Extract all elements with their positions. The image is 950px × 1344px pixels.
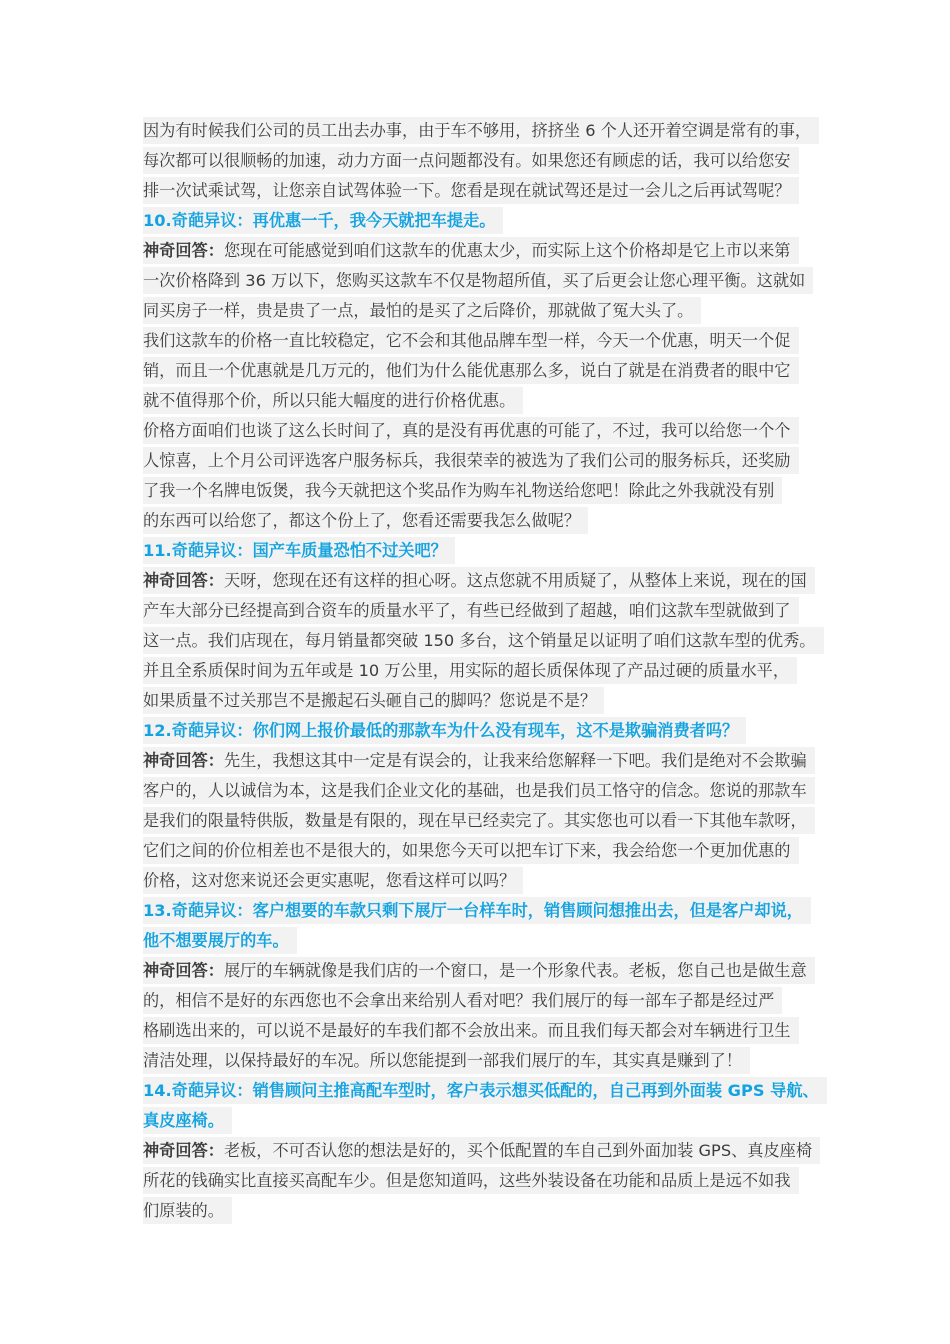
text-line <box>143 746 833 776</box>
text-line <box>143 866 833 896</box>
heading-line <box>143 1076 833 1106</box>
heading-line <box>143 1106 833 1136</box>
line-text: 11.奇葩异议：国产车质量恐怕不过关吧？ <box>143 541 447 560</box>
text-line <box>143 266 833 296</box>
line-text: 天呀，您现在还有这样的担心呀。这点您就不用质疑了，从整体上来说，现在的国 <box>223 571 807 590</box>
line-text: 同买房子一样，贵是贵了一点，最怕的是买了之后降价，那就做了冤大头了。 <box>143 301 694 320</box>
document-content <box>143 116 833 1226</box>
text-line <box>143 356 833 386</box>
answer-label: 神奇回答： <box>143 1141 224 1160</box>
line-text: 13.奇葩异议：客户想要的车款只剩下展厅一台样车时，销售顾问想推出去，但是客户却说， <box>143 901 803 920</box>
answer-paragraph <box>143 236 833 326</box>
section-heading <box>143 1076 833 1136</box>
text-line <box>143 386 833 416</box>
line-text: 14.奇葩异议：销售顾问主推高配车型时，客户表示想买低配的，自己再到外面装 GPS 导航、 <box>143 1081 819 1100</box>
text-line <box>143 776 833 806</box>
line-text: 所花的钱确实比直接买高配车少。但是您知道吗，这些外装设备在功能和品质上是远不如我 <box>143 1171 791 1190</box>
line-text: 12.奇葩异议：你们网上报价最低的那款车为什么没有现车，这不是欺骗消费者吗？ <box>143 721 739 740</box>
line-text: 清洁处理，以保持最好的车况。所以您能提到一部我们展厅的车，其实真是赚到了！ <box>143 1051 742 1070</box>
line-text: 一次价格降到 36 万以下，您购买这款车不仅是物超所值，买了后更会让您心理平衡。这就如 <box>143 271 806 290</box>
text-line <box>143 1046 833 1076</box>
line-text: 先生，我想这其中一定是有误会的，让我来给您解释一下吧。我们是绝对不会欺骗 <box>223 751 807 770</box>
line-text: 展厅的车辆就像是我们店的一个窗口，是一个形象代表。老板，您自己也是做生意 <box>223 961 807 980</box>
heading-line <box>143 716 833 746</box>
text-line <box>143 626 833 656</box>
line-text: 的，相信不是好的东西您也不会拿出来给别人看对吧？我们展厅的每一部车子都是经过严 <box>143 991 775 1010</box>
text-line <box>143 146 833 176</box>
answer-paragraph <box>143 746 833 896</box>
text-line <box>143 986 833 1016</box>
heading-line <box>143 206 833 236</box>
section-heading <box>143 206 833 236</box>
text-line <box>143 1136 833 1166</box>
line-text: 价格方面咱们也谈了这么长时间了，真的是没有再优惠的可能了，不过，我可以给您一个个 <box>143 421 791 440</box>
text-line <box>143 416 833 446</box>
text-line <box>143 176 833 206</box>
section-heading <box>143 896 833 956</box>
line-text: 价格，这对您来说还会更实惠呢，您看这样可以吗？ <box>143 871 516 890</box>
line-text: 客户的，人以诚信为本，这是我们企业文化的基础，也是我们员工恪守的信念。您说的那款车 <box>143 781 807 800</box>
line-text: 10.奇葩异议：再优惠一千，我今天就把车提走。 <box>143 211 496 230</box>
text-line <box>143 446 833 476</box>
line-text: 人惊喜，上个月公司评选客户服务标兵，我很荣幸的被选为了我们公司的服务标兵，还奖励 <box>143 451 791 470</box>
line-text: 并且全系质保时间为五年或是 10 万公里，用实际的超长质保体现了产品过硬的质量水平， <box>143 661 790 680</box>
line-text: 因为有时候我们公司的员工出去办事，由于车不够用，挤挤坐 6 个人还开着空调是常有的事， <box>143 121 812 140</box>
answer-label: 神奇回答： <box>143 961 224 980</box>
text-line <box>143 836 833 866</box>
line-text: 他不想要展厅的车。 <box>143 931 289 950</box>
line-text: 是我们的限量特供版，数量是有限的，现在早已经卖完了。其实您也可以看一下其他车款呀， <box>143 811 807 830</box>
answer-paragraph <box>143 566 833 716</box>
text-line <box>143 296 833 326</box>
text-line <box>143 1016 833 1046</box>
text-line <box>143 116 833 146</box>
line-text: 这一点。我们店现在，每月销量都突破 150 多台，这个销量足以证明了咱们这款车型的优秀。 <box>143 631 816 650</box>
text-line <box>143 656 833 686</box>
line-text: 们原装的。 <box>143 1201 224 1220</box>
line-text: 销，而且一个优惠就是几万元的，他们为什么能优惠那么多，说白了就是在消费者的眼中它 <box>143 361 791 380</box>
line-text: 产车大部分已经提高到合资车的质量水平了，有些已经做到了超越，咱们这款车型就做到了 <box>143 601 791 620</box>
paragraph <box>143 326 833 416</box>
text-line <box>143 596 833 626</box>
line-text: 每次都可以很顺畅的加速，动力方面一点问题都没有。如果您还有顾虑的话，我可以给您安 <box>143 151 791 170</box>
answer-paragraph <box>143 1136 833 1226</box>
answer-paragraph <box>143 956 833 1076</box>
text-line <box>143 956 833 986</box>
line-text: 真皮座椅。 <box>143 1111 224 1130</box>
line-text: 了我一个名牌电饭煲，我今天就把这个奖品作为购车礼物送给您吧！除此之外我就没有别 <box>143 481 775 500</box>
paragraph <box>143 116 833 206</box>
text-line <box>143 566 833 596</box>
answer-label: 神奇回答： <box>143 241 224 260</box>
line-text: 的东西可以给您了，都这个份上了，您看还需要我怎么做呢？ <box>143 511 581 530</box>
text-line <box>143 1166 833 1196</box>
line-text: 排一次试乘试驾，让您亲自试驾体验一下。您看是现在就试驾还是过一会儿之后再试驾呢？ <box>143 181 791 200</box>
line-text: 老板，不可否认您的想法是好的，买个低配置的车自己到外面加装 GPS、真皮座椅 <box>223 1141 813 1160</box>
answer-label: 神奇回答： <box>143 571 224 590</box>
line-text: 您现在可能感觉到咱们这款车的优惠太少，而实际上这个价格却是它上市以来第 <box>223 241 791 260</box>
paragraph <box>143 416 833 536</box>
answer-label: 神奇回答： <box>143 751 224 770</box>
heading-line <box>143 536 833 566</box>
line-text: 它们之间的价位相差也不是很大的，如果您今天可以把车订下来，我会给您一个更加优惠的 <box>143 841 791 860</box>
section-heading <box>143 716 833 746</box>
text-line <box>143 686 833 716</box>
text-line <box>143 506 833 536</box>
line-text: 如果质量不过关那岂不是搬起石头砸自己的脚吗？您说是不是？ <box>143 691 597 710</box>
section-heading <box>143 536 833 566</box>
heading-line <box>143 926 833 956</box>
text-line <box>143 236 833 266</box>
line-text: 我们这款车的价格一直比较稳定，它不会和其他品牌车型一样，今天一个优惠，明天一个促 <box>143 331 791 350</box>
text-line <box>143 1196 833 1226</box>
line-text: 就不值得那个价，所以只能大幅度的进行价格优惠。 <box>143 391 516 410</box>
text-line <box>143 476 833 506</box>
line-text: 格刷选出来的，可以说不是最好的车我们都不会放出来。而且我们每天都会对车辆进行卫生 <box>143 1021 791 1040</box>
text-line <box>143 806 833 836</box>
text-line <box>143 326 833 356</box>
heading-line <box>143 896 833 926</box>
